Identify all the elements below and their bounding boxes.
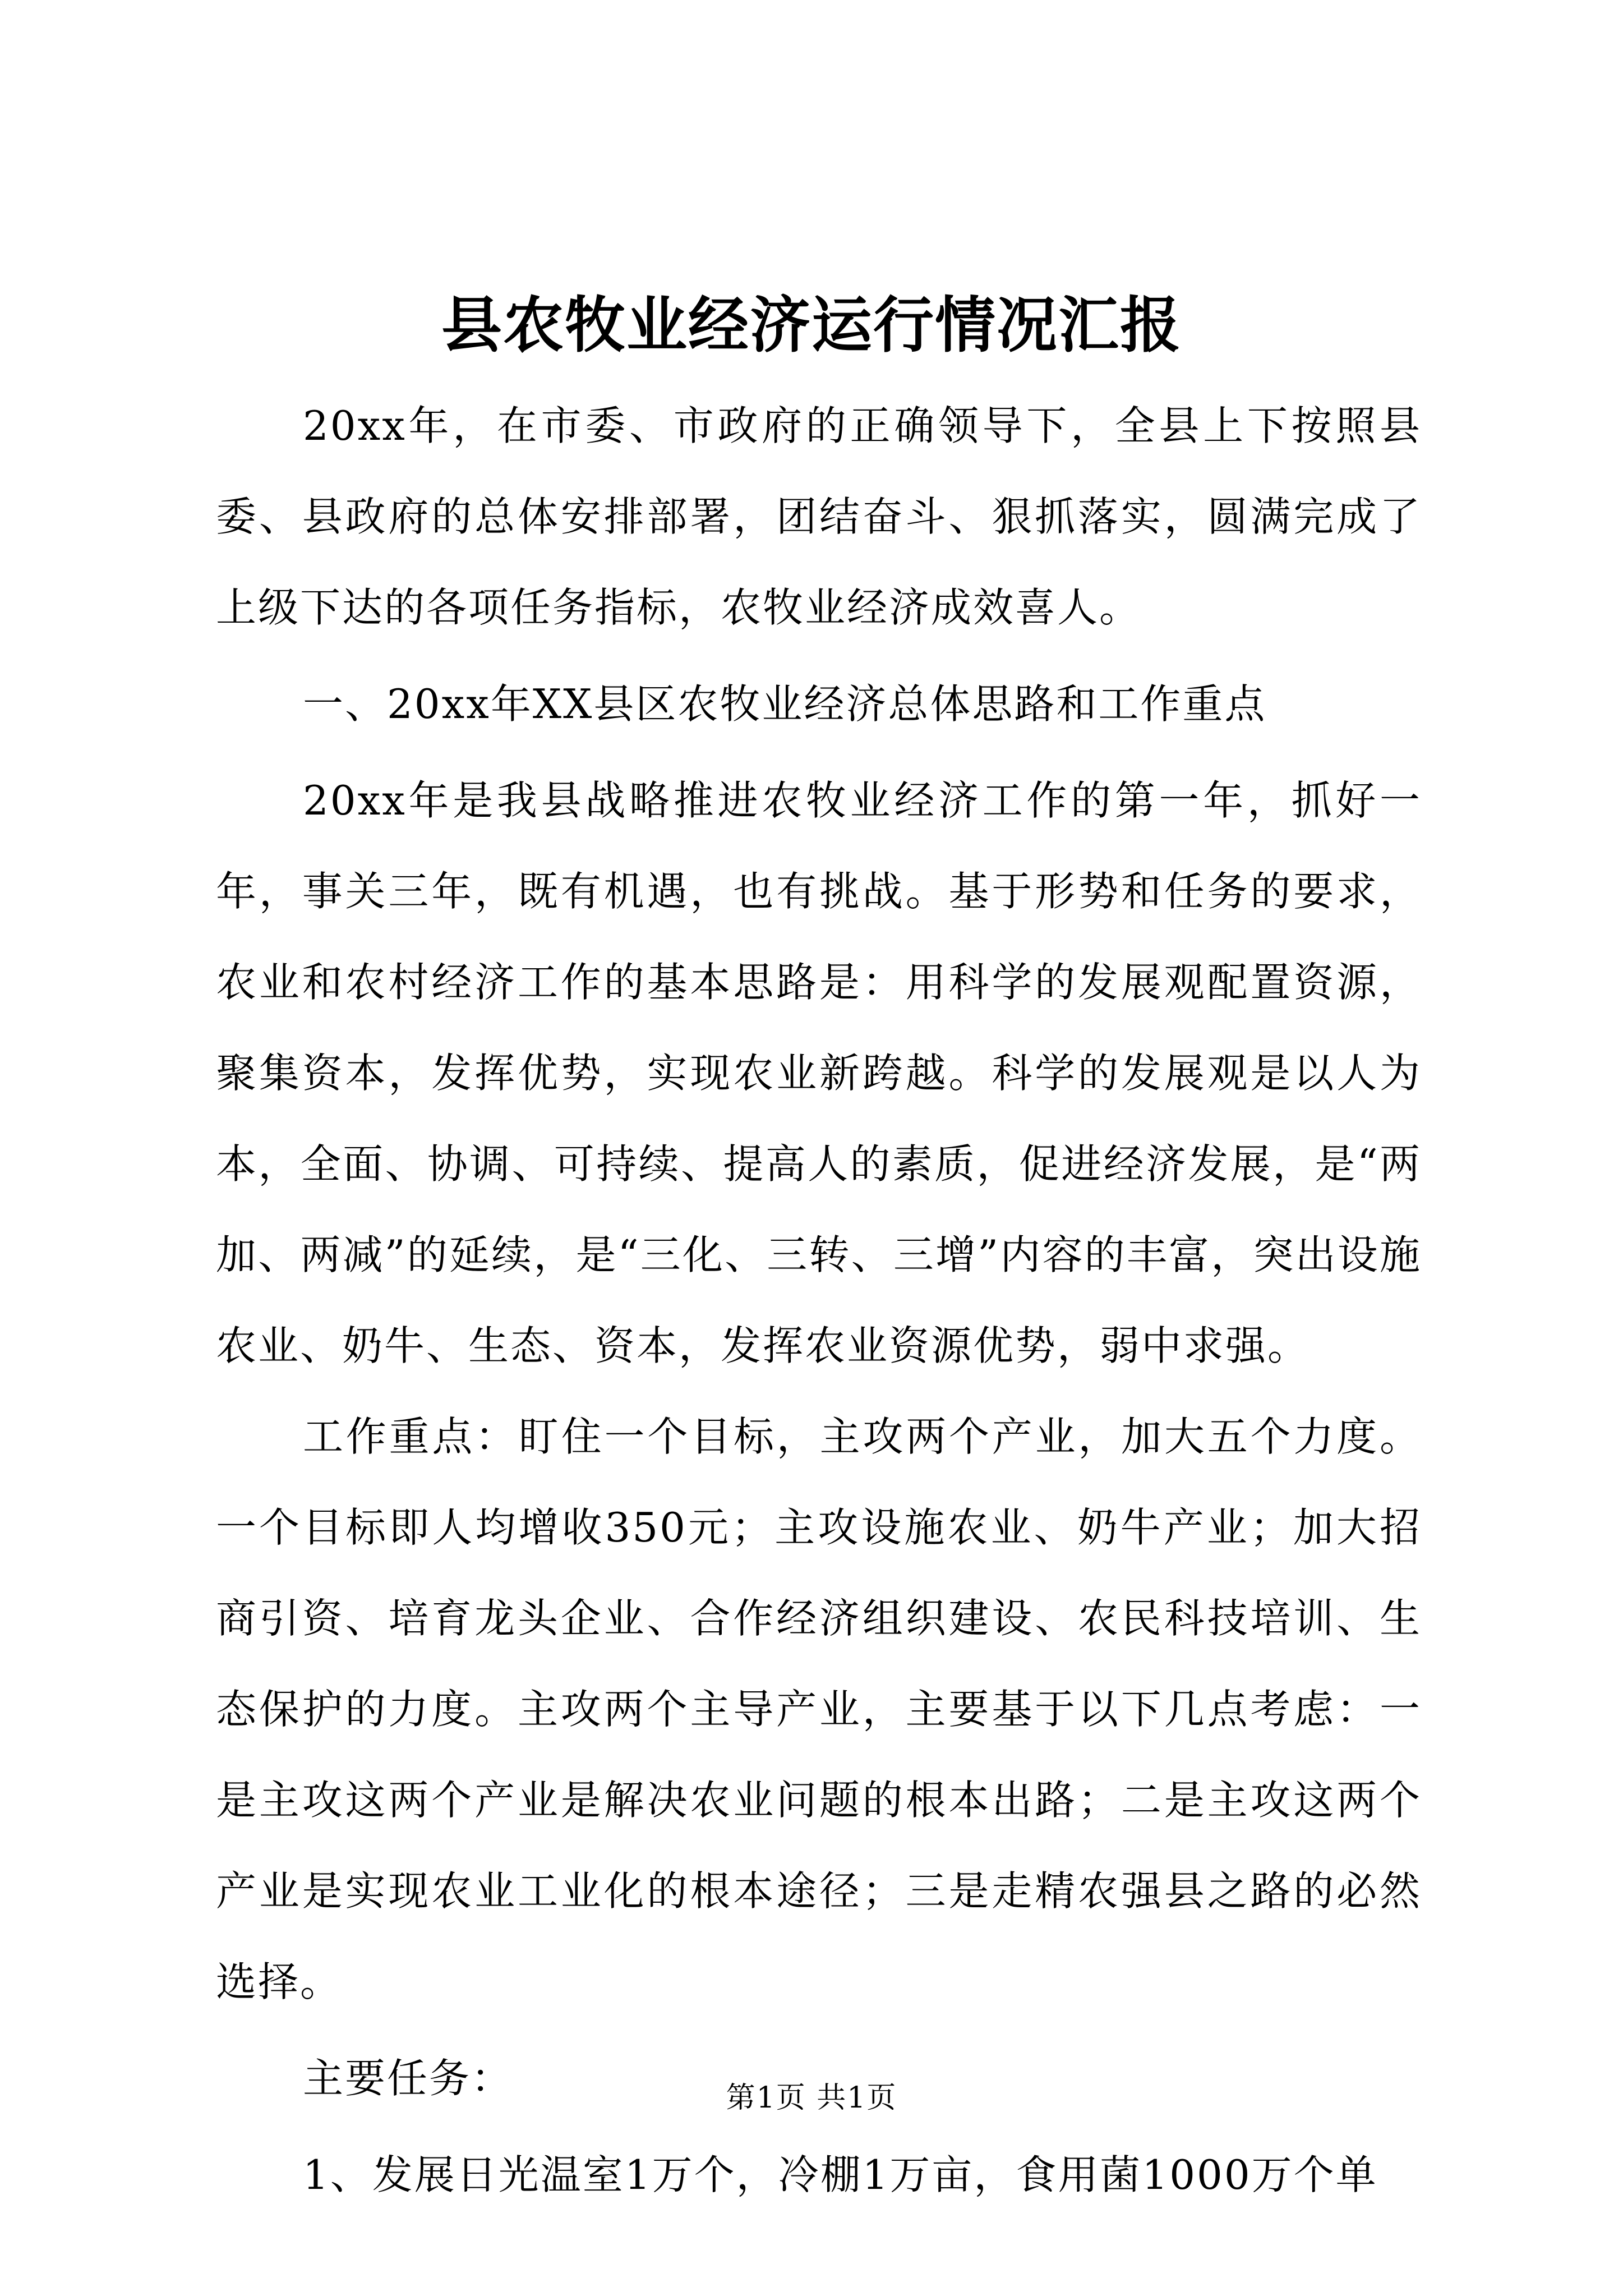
document-body	[216, 380, 1422, 2220]
paragraph-intro: 20xx年，在市委、市政府的正确领导下，全县上下按照县委、县政府的总体安排部署，团结奋斗、狠抓落实，圆满完成了上级下达的各项任务指标，农牧业经济成效喜人。	[216, 402, 1422, 631]
paragraph-task-1: 1、发展日光温室1万个，冷棚1万亩，食用菌1000万个单	[303, 2151, 1378, 2198]
paragraph-work-focus: 工作重点：盯住一个目标，主攻两个产业，加大五个力度。一个目标即人均增收350元；主攻设施农业、奶牛产业；加大招商引资、培育龙头企业、合作经济组织建设、农民科技培训、生态保护的力度。主攻两个主导产业，主要基于以下几点考虑：一是主攻这两个产业是解决农业问题的根本出路；二是主攻这两个产业是实现农业工业化的根本途径；三是走精农强县之路的必然选择。	[216, 1413, 1422, 2005]
paragraph-main-tasks-label: 主要任务：	[303, 2055, 514, 2102]
paragraph-overall-approach: 20xx年是我县战略推进农牧业经济工作的第一年，抓好一年，事关三年，既有机遇，也有挑战。基于形势和任务的要求，农业和农村经济工作的基本思路是：用科学的发展观配置资源，聚集资本，发挥优势，实现农业新跨越。科学的发展观是以人为本，全面、协调、可持续、提高人的素质，促进经济发展，是“两加、两减”的延续，是“三化、三转、三增”内容的丰富，突出设施农业、奶牛、生态、资本，发挥农业资源优势，弱中求强。	[216, 777, 1422, 1369]
page-footer: 第1页 共1页	[726, 2081, 897, 2115]
section-heading: 一、20xx年XX县区农牧业经济总体思路和工作重点	[303, 680, 1267, 728]
document-title: 县农牧业经济运行情况汇报	[441, 290, 1182, 361]
